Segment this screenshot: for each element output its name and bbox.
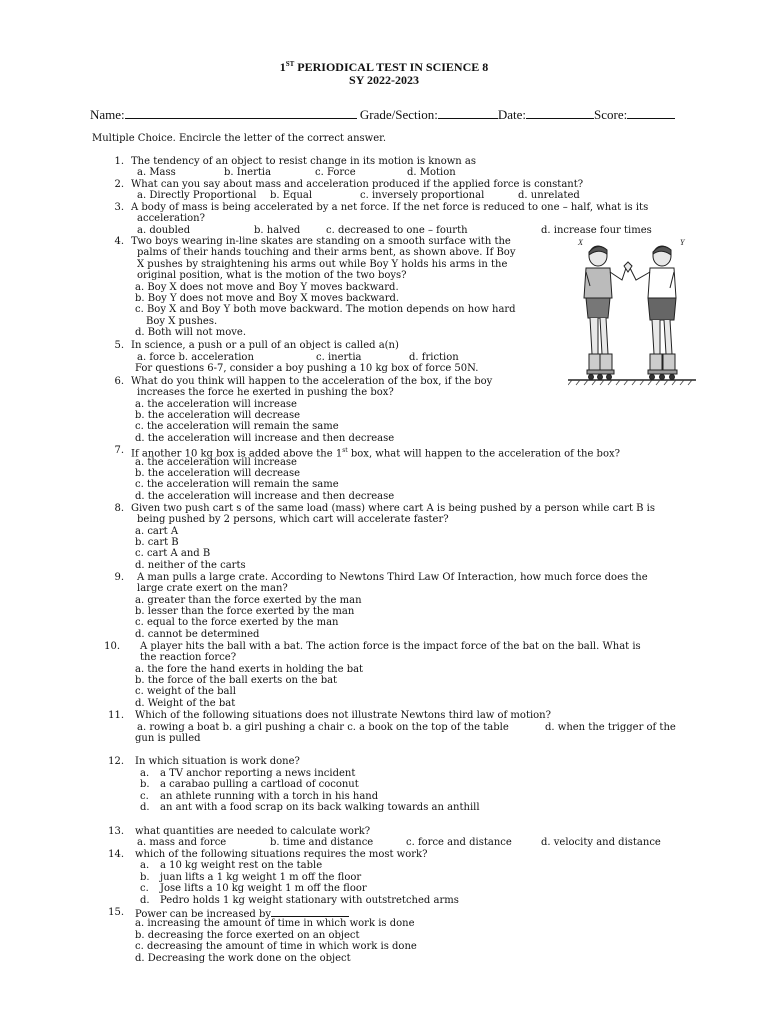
choice-b[interactable]: b. Equal — [270, 190, 313, 201]
choice-letter: a. — [140, 860, 150, 871]
question-text: Power can be increased by — [135, 907, 349, 920]
question-number: 5. — [114, 340, 124, 351]
name-label: Name: — [90, 107, 125, 122]
score-blank[interactable] — [627, 107, 675, 119]
score-label: Score: — [594, 107, 628, 122]
choice-c[interactable]: c. cart A and B — [135, 548, 211, 559]
choice-b[interactable]: juan lifts a 1 kg weight 1 m off the floor — [160, 872, 362, 883]
student-info-line — [90, 107, 710, 123]
school-year: SY 2022-2023 — [349, 73, 419, 87]
question-text: Which of the following situations does not illustrate Newtons third law of motion? — [135, 710, 551, 721]
choice-a[interactable]: a. Mass — [137, 167, 176, 178]
choice-c[interactable]: c. the acceleration will remain the same — [135, 479, 339, 490]
instruction-note: For questions 6-7, consider a boy pushing a 10 kg box of force 50N. — [135, 363, 479, 374]
question-number: 12. — [108, 756, 124, 767]
choice-c[interactable]: c. the acceleration will remain the same — [135, 421, 339, 432]
choice-a-b-c[interactable]: a. rowing a boat b. a girl pushing a chair c. a book on the top of the table — [137, 722, 509, 733]
question-text: A man pulls a large crate. According to Newtons Third Law Of Interaction, how much force does the — [137, 572, 648, 583]
choice-b[interactable]: a carabao pulling a cartload of coconut — [160, 779, 359, 790]
choice-letter: b. — [140, 872, 150, 883]
choice-c[interactable]: c. decreasing the amount of time in which work is done — [135, 941, 417, 952]
choice-b[interactable]: b. Inertia — [224, 167, 272, 178]
choice-a[interactable]: a. the acceleration will increase — [135, 457, 297, 468]
question-number: 14. — [108, 849, 124, 860]
choice-c[interactable]: c. Force — [315, 167, 356, 178]
question-text: A player hits the ball with a bat. The action force is the impact force of the bat on the ball. What is — [140, 641, 641, 652]
question-number: 1. — [114, 156, 124, 167]
choice-b[interactable]: b. halved — [254, 225, 301, 236]
figure-label-y: Y — [680, 238, 685, 247]
question-text: In which situation is work done? — [135, 756, 300, 767]
choice-b[interactable]: b. the acceleration will decrease — [135, 410, 301, 421]
question-number: 11. — [108, 710, 124, 721]
question-text: What do you think will happen to the acceleration of the box, if the boy — [131, 376, 493, 387]
question-text: Two boys wearing in-line skates are standing on a smooth surface with the — [131, 236, 511, 247]
question-number: 3. — [114, 202, 124, 213]
question-text-cont: acceleration? — [137, 213, 205, 224]
question-text: If another 10 kg box is added above the 1st box, what will happen to the acceleration of the box? — [131, 447, 620, 460]
grade-section-label: Grade/Section: — [359, 107, 438, 122]
two-boys-skating-figure — [568, 236, 696, 386]
question-text: What can you say about mass and acceleration produced if the applied force is constant? — [131, 179, 584, 190]
question-number: 6. — [114, 376, 124, 387]
choice-a-b[interactable]: a. force b. acceleration — [137, 352, 254, 363]
question-text-cont: X pushes by straightening his arms out while Boy Y holds his arms in the — [137, 259, 508, 270]
choice-letter: a. — [140, 768, 150, 779]
choice-c[interactable]: c. inertia — [316, 352, 362, 363]
choice-d[interactable]: d. friction — [409, 352, 459, 363]
choice-c[interactable]: an athlete running with a torch in his hand — [160, 791, 379, 802]
choice-c[interactable]: c. equal to the force exerted by the man — [135, 617, 339, 628]
choice-d[interactable]: d. cannot be determined — [135, 629, 260, 640]
question-text-cont: large crate exert on the man? — [137, 583, 288, 594]
choice-c[interactable]: c. weight of the ball — [135, 686, 236, 697]
name-blank[interactable] — [125, 107, 357, 119]
grade-section-blank[interactable] — [438, 107, 498, 119]
date-label: Date: — [497, 107, 527, 122]
answer-blank[interactable] — [271, 907, 349, 917]
choice-letter: c. — [140, 883, 149, 894]
question-number: 9. — [114, 572, 124, 583]
question-number: 4. — [114, 236, 124, 247]
choice-b[interactable]: b. time and distance — [270, 837, 374, 848]
choice-d[interactable]: d. increase four times — [541, 225, 652, 236]
choice-a[interactable]: a. the acceleration will increase — [135, 399, 297, 410]
question-number: 10. — [104, 641, 120, 652]
choice-b[interactable]: b. cart B — [135, 537, 179, 548]
choice-d[interactable]: Pedro holds 1 kg weight stationary with outstretched arms — [160, 895, 459, 906]
choice-letter: c. — [140, 791, 149, 802]
choice-a[interactable]: a. Directly Proportional — [137, 190, 257, 201]
choice-d[interactable]: d. Motion — [407, 167, 456, 178]
choice-c[interactable]: c. Boy X and Boy Y both move backward. The motion depends on how hard — [135, 304, 516, 315]
choice-d[interactable]: d. Weight of the bat — [135, 698, 236, 709]
choice-a[interactable]: a. Boy X does not move and Boy Y moves backward. — [135, 282, 399, 293]
question-text: what quantities are needed to calculate work? — [135, 826, 371, 837]
test-title: 1ST PERIODICAL TEST IN SCIENCE 8 — [279, 60, 489, 74]
question-number: 7. — [114, 445, 124, 456]
choice-b[interactable]: b. the force of the ball exerts on the bat — [135, 675, 338, 686]
choice-d[interactable]: d. velocity and distance — [541, 837, 661, 848]
figure-label-x: X — [578, 238, 583, 247]
question-text: In science, a push or a pull of an object is called a(n) — [131, 340, 399, 351]
choice-d[interactable]: d. Decreasing the work done on the object — [135, 953, 351, 964]
choice-c-cont: Boy X pushes. — [146, 316, 218, 327]
choice-d[interactable]: d. the acceleration will increase and then decrease — [135, 491, 395, 502]
choice-a[interactable]: a. cart A — [135, 526, 179, 537]
question-text-cont: original position, what is the motion of the two boys? — [137, 270, 407, 281]
choice-d[interactable]: d. when the trigger of the — [545, 722, 676, 733]
choice-d[interactable]: d. neither of the carts — [135, 560, 246, 571]
choice-b[interactable]: b. lesser than the force exerted by the man — [135, 606, 355, 617]
choice-a[interactable]: a. doubled — [137, 225, 191, 236]
choice-a[interactable]: a. mass and force — [137, 837, 227, 848]
question-text-cont: palms of their hands touching and their arms bent, as shown above. If Boy — [137, 247, 516, 258]
question-text: Given two push cart s of the same load (mass) where cart A is being pushed by a person while cart B is — [131, 503, 655, 514]
choice-d[interactable]: d. Both will not move. — [135, 327, 247, 338]
choice-b[interactable]: b. Boy Y does not move and Boy X moves backward. — [135, 293, 400, 304]
question-number: 2. — [114, 179, 124, 190]
question-text-cont: being pushed by 2 persons, which cart will accelerate faster? — [137, 514, 449, 525]
question-text: which of the following situations requires the most work? — [135, 849, 428, 860]
choice-d[interactable]: d. unrelated — [518, 190, 580, 201]
choice-d-cont: gun is pulled — [135, 733, 201, 744]
choice-b[interactable]: b. the acceleration will decrease — [135, 468, 301, 479]
question-text-cont: the reaction force? — [140, 652, 237, 663]
question-number: 15. — [108, 907, 124, 918]
choice-a[interactable]: a. the fore the hand exerts in holding the bat — [135, 664, 364, 675]
choice-c[interactable]: c. inversely proportional — [360, 190, 485, 201]
choice-a[interactable]: a TV anchor reporting a news incident — [160, 768, 356, 779]
question-text: The tendency of an object to resist change in its motion is known as — [131, 156, 477, 167]
choice-a[interactable]: a 10 kg weight rest on the table — [160, 860, 323, 871]
choice-c[interactable]: c. force and distance — [406, 837, 512, 848]
choice-a[interactable]: a. increasing the amount of time in which work is done — [135, 918, 415, 929]
choice-d[interactable]: an ant with a food scrap on its back walking towards an anthill — [160, 802, 480, 813]
choice-letter: d. — [140, 802, 150, 813]
question-number: 13. — [108, 826, 124, 837]
choice-c[interactable]: Jose lifts a 10 kg weight 1 m off the floor — [160, 883, 367, 894]
choice-d[interactable]: d. the acceleration will increase and then decrease — [135, 433, 395, 444]
question-text-cont: increases the force he exerted in pushing the box? — [137, 387, 394, 398]
choice-a[interactable]: a. greater than the force exerted by the man — [135, 595, 362, 606]
question-number: 8. — [114, 503, 124, 514]
instructions: Multiple Choice. Encircle the letter of the correct answer. — [92, 133, 387, 144]
date-blank[interactable] — [526, 107, 594, 119]
choice-b[interactable]: b. decreasing the force exerted on an object — [135, 930, 360, 941]
choice-letter: d. — [140, 895, 150, 906]
question-text: A body of mass is being accelerated by a net force. If the net force is reduced to one – half, what is its — [131, 202, 649, 213]
choice-letter: b. — [140, 779, 150, 790]
choice-c[interactable]: c. decreased to one – fourth — [326, 225, 468, 236]
